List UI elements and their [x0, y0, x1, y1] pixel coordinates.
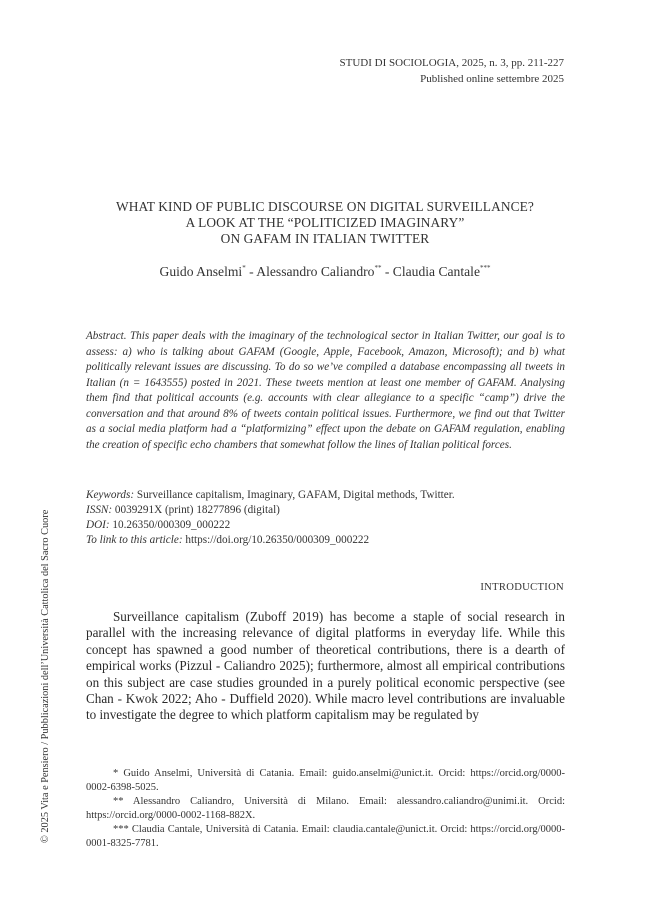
author-name: Claudia Cantale: [392, 264, 480, 279]
keywords-value: Surveillance capitalism, Imaginary, GAFAM, Digital methods, Twitter.: [134, 489, 455, 501]
footnote-mark: *: [242, 264, 246, 272]
issn-line: [86, 503, 280, 518]
section-heading: INTRODUCTION: [480, 582, 564, 593]
article-link-label: To link to this article:: [86, 534, 183, 546]
footnote-2: ** Alessandro Caliandro, Università di Milano. Email: alessandro.caliandro@unimi.it. Orcid: https://orcid.org/0000-0002-1168-882X.: [86, 796, 565, 821]
author-separator: -: [245, 264, 257, 279]
keywords-line: [86, 488, 455, 503]
issn-value: 0039291X (print) 18277896 (digital): [112, 504, 280, 516]
article-title-line-3: ON GAFAM IN ITALIAN TWITTER: [220, 231, 430, 246]
author-separator: -: [381, 264, 393, 279]
keywords-label: Keywords:: [86, 489, 135, 501]
issn-label: ISSN:: [86, 504, 113, 516]
author-list: [0, 264, 650, 280]
doi-line: [86, 518, 230, 533]
article-title-line-1: WHAT KIND OF PUBLIC DISCOURSE ON DIGITAL SURVEILLANCE?: [116, 199, 534, 214]
footnote-3: *** Claudia Cantale, Università di Catania. Email: claudia.cantale@unict.it. Orcid: https://orcid.org/0000-0001-8325-7781.: [86, 824, 565, 849]
author-name: Alessandro Caliandro: [256, 264, 375, 279]
article-link-line: [86, 533, 369, 548]
footnote-1: * Guido Anselmi, Università di Catania. Email: guido.anselmi@unict.it. Orcid: https://orcid.org/0000-0002-6398-5025.: [86, 768, 565, 793]
footnote-mark: ***: [479, 264, 491, 272]
abstract: Abstract. This paper deals with the imaginary of the technological sector in Italian Twitter, our goal is to assess: a) who is talking about GAFAM (Google, Apple, Facebook, Amazon, Microsoft); and b) what politically relevant issues are discussing. To do so we’ve compiled a database encompassing all tweets in Italian (n = 1643555) posted in 2021. These tweets mention at least one member of GAFAM. Analysing them find that political accounts (e.g. accounts with clear allegiance to a specific “camp”) drive the conversation and that around 8% of tweets contain political issues. Furthermore, we find out that Twitter as a social media platform had a “platformizing” effect upon the debate on GAFAM regulation, enabling the creation of specific echo chambers that somewhat follow the lines of Italian political forces.: [86, 330, 565, 451]
doi-label: DOI:: [86, 519, 110, 531]
article-link-value: https://doi.org/10.26350/000309_000222: [182, 534, 370, 546]
publication-date: Published online settembre 2025: [420, 73, 564, 85]
author-name: Guido Anselmi: [159, 264, 243, 279]
doi-value: 10.26350/000309_000222: [109, 519, 231, 531]
journal-citation: STUDI DI SOCIOLOGIA, 2025, n. 3, pp. 211-227: [339, 57, 564, 69]
copyright-side-note: © 2025 Vita e Pensiero / Pubblicazioni dell’Università Cattolica del Sacro Cuore: [40, 509, 51, 843]
footnote-mark: **: [374, 264, 382, 272]
article-title-line-2: A LOOK AT THE “POLITICIZED IMAGINARY”: [185, 215, 465, 230]
body-paragraph: Surveillance capitalism (Zuboff 2019) has become a staple of social research in parallel with the increasing relevance of digital platforms in everyday life. While this concept has spawned a good number of theoretical contributions, there is a dearth of empirical works (Pizzul - Caliandro 2025); furthermore, almost all empirical contributions on this subject are case studies grounded in a purely political economic perspective (see Chan - Kwok 2022; Aho - Duffield 2020). While macro level contributions are invaluable to investigate the degree to which platform capitalism may be regulated by: [86, 609, 565, 723]
